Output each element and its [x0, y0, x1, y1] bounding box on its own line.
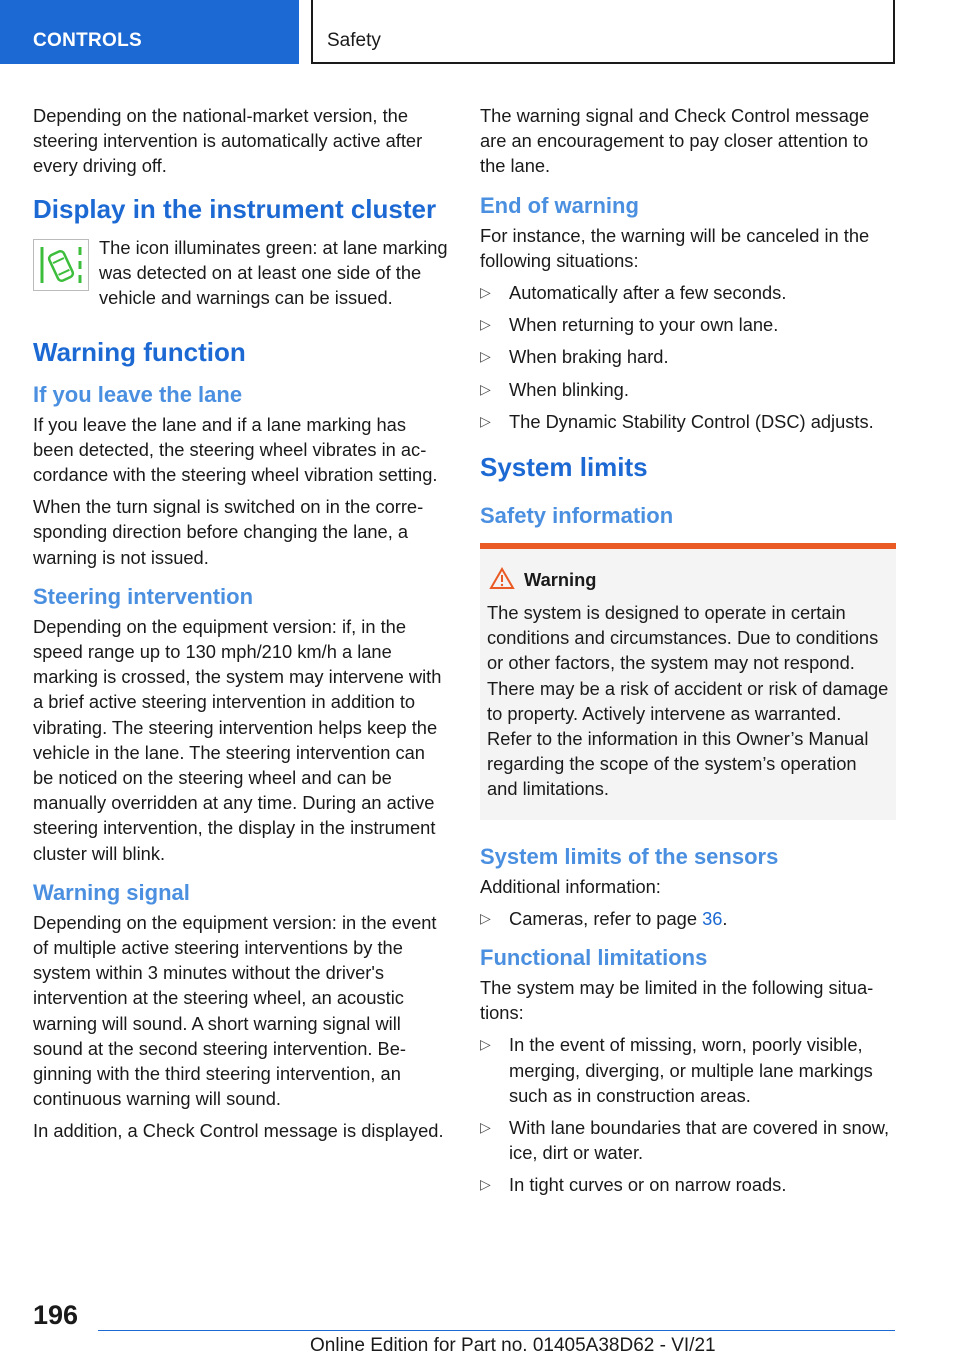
heading-steering-intervention: Steering intervention: [33, 583, 254, 609]
sensor-list: [480, 906, 896, 931]
list-item: ▷ When braking hard.: [480, 344, 896, 369]
list-item: ▷ When blinking.: [480, 377, 896, 402]
steering-paragraph: Depending on the equipment version: if, in the speed range up to 130 mph/210 km/h a lane marking is crossed, the system may intervene with a brief active steering intervention in addition to vibrating. The steering intervention helps keep the vehicle in the lane. The steering intervention can be noticed on the steering wheel and can be manually overridden at any time. During an active steering intervention, the display in the instrument cluster will blink.: [33, 615, 442, 864]
icon-description: The icon illuminates green: at lane marking was detected on at least one side of the vehicle and warnings can be issued.: [99, 236, 448, 309]
lane-departure-icon: [33, 239, 89, 291]
warning-title: Warning: [524, 569, 597, 591]
end-paragraph: For instance, the warning will be canceled in the following situations:: [480, 224, 870, 271]
bullet-icon: ▷: [480, 412, 491, 429]
heading-leave-lane: If you leave the lane: [33, 381, 243, 407]
chapter-tab: [0, 0, 299, 64]
heading-functional-limitations: Functional limitations: [480, 945, 708, 971]
sensor-paragraph: Additional information:: [480, 875, 661, 897]
heading-sensor-limits: System limits of the sensors: [480, 843, 779, 869]
intro-paragraph: Depending on the national-market version, the steering intervention is automatically active after every driving off.: [33, 105, 423, 177]
left-column: [33, 103, 449, 1151]
section-label: Safety: [327, 30, 381, 51]
list-item: ▷ When returning to your own lane.: [480, 312, 896, 337]
icon-row: [33, 235, 449, 335]
signal-paragraph: Depending on the equipment version: in the event of multiple active steering interventions by the system within 3 minutes without the driver's intervention at the steering wheel, an acoustic warning will sound. A short warning signal will sound at the second steering intervention. Beginning with the third steering intervention, an continuous warning will sound.: [33, 911, 437, 1110]
list-item: ▷ The Dynamic Stability Control (DSC) adjusts.: [480, 409, 896, 434]
bullet-icon: ▷: [480, 316, 491, 333]
list-item: ▷ Automatically after a few seconds.: [480, 280, 896, 305]
list-item: ▷ In the event of missing, worn, poorly visible, merging, diverging, or multiple lane markings such as in construction areas.: [480, 1034, 873, 1106]
page-number: 196: [33, 1300, 79, 1330]
bullet-icon: ▷: [480, 1036, 491, 1053]
list-item: ▷ With lane boundaries that are covered in snow, ice, dirt or water.: [480, 1117, 890, 1164]
heading-safety-information: Safety information: [480, 503, 674, 529]
func-list: [480, 1032, 896, 1197]
warning-triangle-icon: [489, 567, 515, 590]
bullet-icon: ▷: [480, 1119, 491, 1136]
page-link[interactable]: 36: [702, 907, 723, 929]
func-paragraph: The system may be limited in the following situations:: [480, 977, 874, 1024]
bullet-icon: ▷: [480, 348, 491, 365]
addition-paragraph: In addition, a Check Control message is displayed.: [33, 1120, 444, 1142]
heading-display: Display in the instrument cluster: [33, 193, 437, 224]
bullet-icon: ▷: [480, 284, 491, 301]
heading-warning-signal: Warning signal: [33, 879, 190, 905]
heading-system-limits: System limits: [480, 452, 648, 483]
leave-paragraph-2: When the turn signal is switched on in the corresponding direction before changing the lane, a warning is not issued.: [33, 496, 424, 568]
section-header: [311, 0, 895, 64]
end-list: [480, 280, 896, 434]
right-column: [480, 103, 896, 1205]
leave-paragraph-1: If you leave the lane and if a lane marking has been detected, the steering wheel vibrates in accordance with the steering wheel vibration setting.: [33, 413, 438, 486]
warning-text: The system is designed to operate in certain conditions and circumstances. Due to conditions or other factors, the system may not respond. There may be a risk of accident or risk of damage to property. Actively intervene as warranted. Refer to the information in this Owner’s Manual regarding the scope of the system’s operation and limitations.: [487, 602, 889, 800]
heading-warning-function: Warning function: [33, 336, 246, 367]
top-paragraph: The warning signal and Check Control message are an encouragement to pay closer attention to the lane.: [480, 105, 870, 177]
heading-end-of-warning: End of warning: [480, 192, 639, 218]
warning-box: [480, 543, 896, 820]
footer-edition: Online Edition for Part no. 01405A38D62 - VI/21: [310, 1335, 716, 1356]
bullet-icon: ▷: [480, 380, 491, 397]
footer-divider: [98, 1330, 895, 1331]
list-item: ▷ In tight curves or on narrow roads.: [480, 1172, 896, 1197]
bullet-icon: ▷: [480, 1176, 491, 1193]
list-item: ▷ Cameras, refer to page 36.: [480, 906, 896, 931]
chapter-label: CONTROLS: [33, 30, 143, 51]
bullet-icon: ▷: [480, 909, 491, 926]
